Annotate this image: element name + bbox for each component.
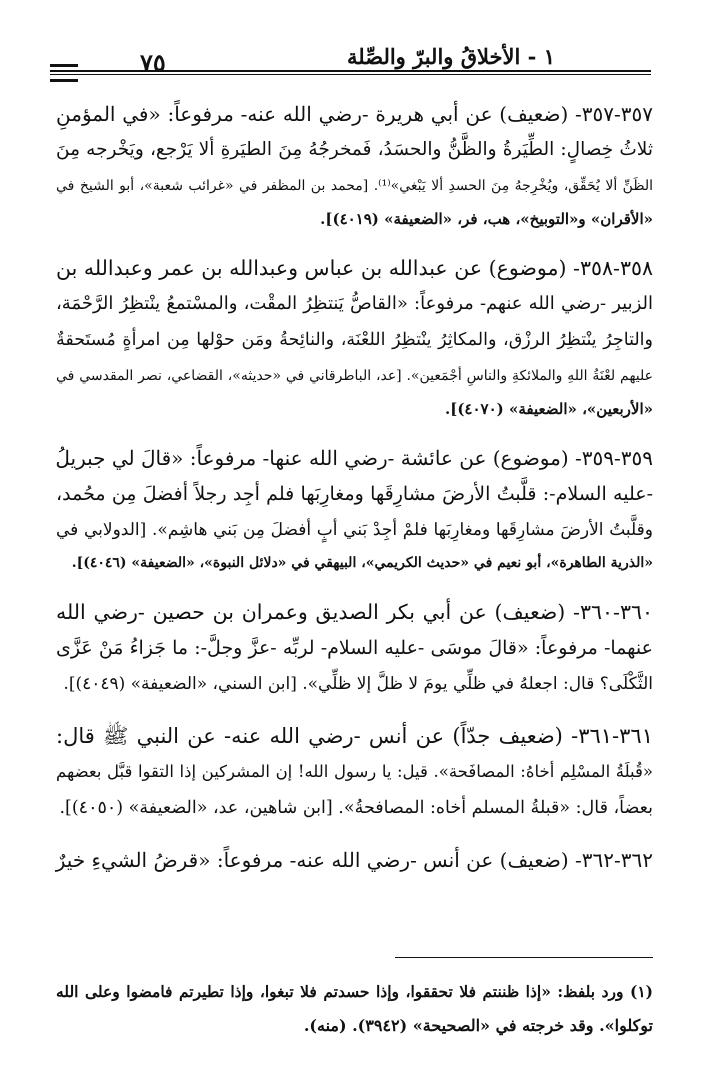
text-line: «قُبلَةُ المسْلِم أخاهُ: المصافَحة». قيل: يا رسول الله! إن المشركين إذا التقوا قبَّل بعضهم (56, 762, 653, 781)
hadith-entry-362 (56, 842, 653, 878)
footnote-line: توكلوا». وقد خرجته في «الصحيحة» (٣٩٤٢). (منه). (303, 1016, 653, 1035)
page-number: ٧٥ (140, 48, 166, 77)
text-line: ٣٦٢-٣٦٢- (ضعيف) عن أنس -رضي الله عنه- مرفوعاً: «قرضُ الشيءِ خيرٌ (55, 848, 653, 872)
text-line: وقلَّبتُ الأرضَ مشارِقَها ومغارِبَها فلمْ أجِدْ بَني أبٍ أفضلَ مِن بَني هاشِم». [الدولابي في (56, 520, 653, 540)
footnote (56, 975, 653, 1043)
text-line: والتاجِرُ ينْتظِرُ الرزْق، والمكاثِرُ ينْتظِرُ اللعْنَة، والنائِحةُ ومَن حوْلها مِن امرأةٍ مُستَحقةٌ (56, 330, 653, 350)
page-header (50, 38, 651, 78)
text-line: ٣٥٨-٣٥٨- (موضوع) عن عبدالله بن عباس وعبدالله بن عمر وعبدالله بن (56, 256, 653, 280)
hadith-entry-360 (56, 594, 653, 702)
hadith-entry-357 (56, 96, 653, 234)
hadith-entry-359 (56, 440, 653, 578)
text-line: ثلاثُ خِصالٍ: الطِّيَرةُ والظَّنُّ والحسَدُ، فَمخرجُهُ مِنَ الطيَرةِ ألا يَرْجع، ويَخْرجه مِنَ (56, 139, 653, 160)
text-line: الثَّكْلَى؟ قال: اجعلهُ في ظلِّي يومَ لا ظلَّ إلا ظلِّي». [ابن السني، «الضعيفة» (٤٠٤٩)]. (63, 674, 653, 694)
text-line: ٣٥٩-٣٥٩- (موضوع) عن عائشة -رضي الله عنها- مرفوعاً: «قالَ لي جبريلُ (55, 446, 653, 470)
footnote-divider (395, 957, 653, 958)
text-line: عنهما- مرفوعاً: «قالَ موسَى -عليه السلام- لربِّه -عزَّ وجلَّ-: ما جَزاءُ مَنْ عَزَّى (56, 637, 653, 659)
text-line: ٣٥٧-٣٥٧- (ضعيف) عن أبي هريرة -رضي الله عنه- مرفوعاً: «في المؤمنِ (56, 102, 653, 126)
source-reference: «الذرية الطاهرة»، أبو نعيم في «حديث الكريمي»، البيهقي في «دلائل النبوة»، «الضعيفة» (٤٠٤٦)]. (71, 555, 653, 571)
footnote-line: (١) ورد بلفظ: «إذا ظننتم فلا تحققوا، وإذا حسدتم فلا تبغوا، وإذا تطيرتم فامضوا وعلى الله (56, 982, 653, 1001)
text-line: -عليه السلام-: قلَّبتُ الأرضَ مشارِقَها ومغارِبَها فلم أجِد رجلاً أفضلَ مِن محُمد، (56, 483, 653, 505)
text-line: عليهم لعْنَةُ اللهِ والملائكةِ والناسِ أجْمَعين». [عد، الباطرقاني في «حديثه»، القضاعي، نصر المقدسي في (56, 368, 653, 384)
source-reference: «الأربعين»، «الضعيفة» (٤٠٧٠)]. (445, 400, 653, 418)
header-rule (50, 70, 651, 75)
text-line: الزبير -رضي الله عنهم- مرفوعاً: «القاصُّ يَنتظِرُ المقْت، والمسْتمعُ ينْتظِرُ الرَّحْمَة، (56, 293, 653, 314)
source-reference: «الأقران» و«التوبيخ»، هب، فر، «الضعيفة» (٤٠١٩)]. (320, 210, 653, 228)
text-line: ٣٦١-٣٦١- (ضعيف جدّاً) عن أنس -رضي الله عنه- عن النبي ﷺ قال: (56, 724, 653, 748)
running-title: ١ - الأخلاقُ والبرّ والصِّلة (347, 44, 555, 69)
text-line: ٣٦٠-٣٦٠- (ضعيف) عن أبي بكر الصديق وعمران بن حصين -رضي الله (56, 600, 653, 624)
text-line: الظَنِّ ألا يُحَقِّق، ويُخْرِجهُ مِنَ الحسدِ ألا يَبْغي»⁽¹⁾. [محمد بن المظفر في «غرائب شعبة»، أبو الشيخ في (56, 178, 653, 194)
hadith-entries (56, 96, 653, 894)
hadith-entry-361 (56, 718, 653, 826)
text-line: بعضاً، قال: «قبلةُ المسلم أخاه: المصافحةُ». [ابن شاهين، عد، «الضعيفة» (٤٠٥٠)]. (59, 798, 653, 818)
hadith-entry-358 (56, 250, 653, 424)
